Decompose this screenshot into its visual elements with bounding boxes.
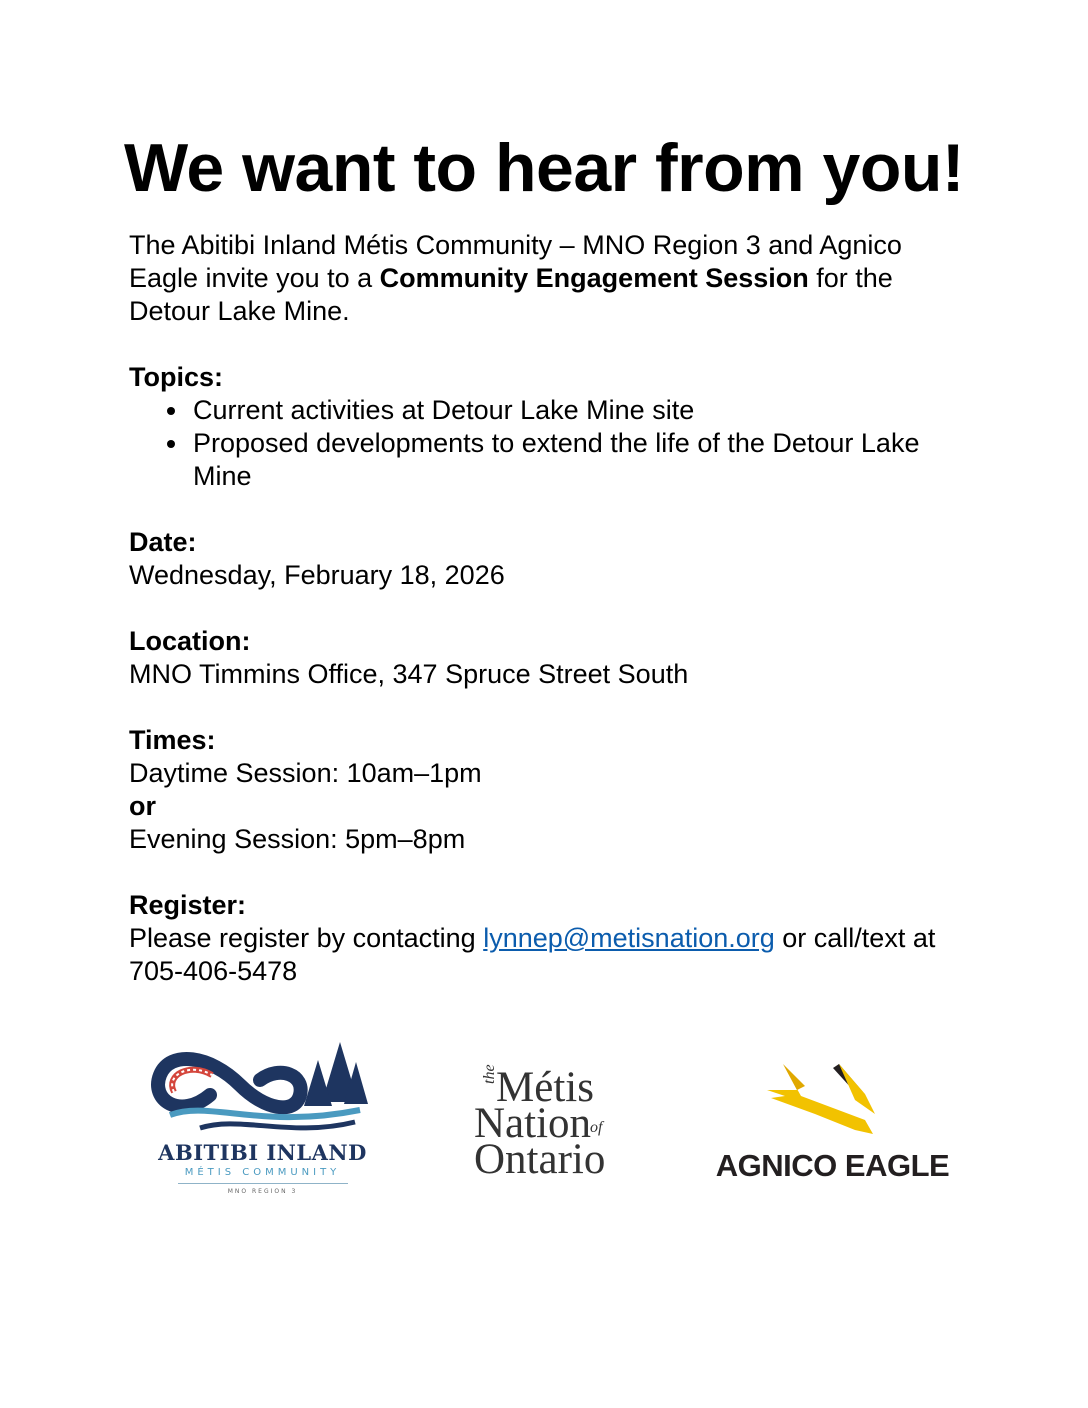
abitibi-inland-logo xyxy=(150,1040,375,1200)
times-heading: Times: xyxy=(129,725,216,755)
divider xyxy=(178,1183,348,1184)
mno-line-metis: Métis xyxy=(496,1064,594,1111)
date-heading: Date: xyxy=(129,527,197,557)
topics-list xyxy=(129,394,959,493)
register-suffix: or call/text at 705-406-5478 xyxy=(129,923,936,986)
intro-text-2: for the Detour Lake Mine. xyxy=(129,263,893,326)
list-item xyxy=(129,394,959,427)
agnico-eagle-logo xyxy=(705,1060,960,1185)
mno-line-nation: Nation xyxy=(474,1100,592,1147)
location-heading: Location: xyxy=(129,626,251,656)
times-or: or xyxy=(129,791,156,821)
abitibi-logo-name: ABITIBI INLAND xyxy=(158,1140,367,1165)
bullet-icon xyxy=(167,407,175,415)
register-text xyxy=(129,922,959,988)
intro-text-1: The Abitibi Inland Métis Community – MNO Region 3 and Agnico Eagle invite you to a xyxy=(129,230,902,293)
list-item xyxy=(129,427,959,493)
bullet-icon xyxy=(167,440,175,448)
abitibi-logo-region: MNO REGION 3 xyxy=(227,1188,298,1195)
eagle-icon xyxy=(705,1060,960,1145)
infinity-trees-icon xyxy=(150,1040,375,1140)
mno-of: of xyxy=(590,1119,603,1136)
register-heading: Register: xyxy=(129,890,247,920)
topic-text: Current activities at Detour Lake Mine site xyxy=(193,395,695,425)
flyer-content xyxy=(129,229,959,988)
daytime-session: Daytime Session: 10am–1pm xyxy=(129,758,482,788)
partner-logos xyxy=(0,1030,1088,1210)
intro-paragraph xyxy=(129,229,959,328)
topic-text: Proposed developments to extend the life of the Detour Lake Mine xyxy=(193,428,920,491)
topics-heading: Topics: xyxy=(129,362,223,392)
page-title: We want to hear from you! xyxy=(123,130,965,206)
location-value: MNO Timmins Office, 347 Spruce Street South xyxy=(129,659,689,689)
evening-session: Evening Session: 5pm–8pm xyxy=(129,824,466,854)
email-link[interactable]: lynnep@metisnation.org xyxy=(483,923,775,953)
mno-the: the xyxy=(481,1064,498,1084)
abitibi-logo-subtitle: MÉTIS COMMUNITY xyxy=(184,1167,341,1178)
metis-nation-ontario-logo xyxy=(468,1064,618,1190)
mno-line-ontario: Ontario xyxy=(474,1136,606,1183)
register-prefix: Please register by contacting xyxy=(129,923,484,953)
intro-session-name: Community Engagement Session xyxy=(379,263,809,293)
agnico-logo-name: AGNICO EAGLE xyxy=(715,1148,950,1183)
date-value: Wednesday, February 18, 2026 xyxy=(129,560,505,590)
